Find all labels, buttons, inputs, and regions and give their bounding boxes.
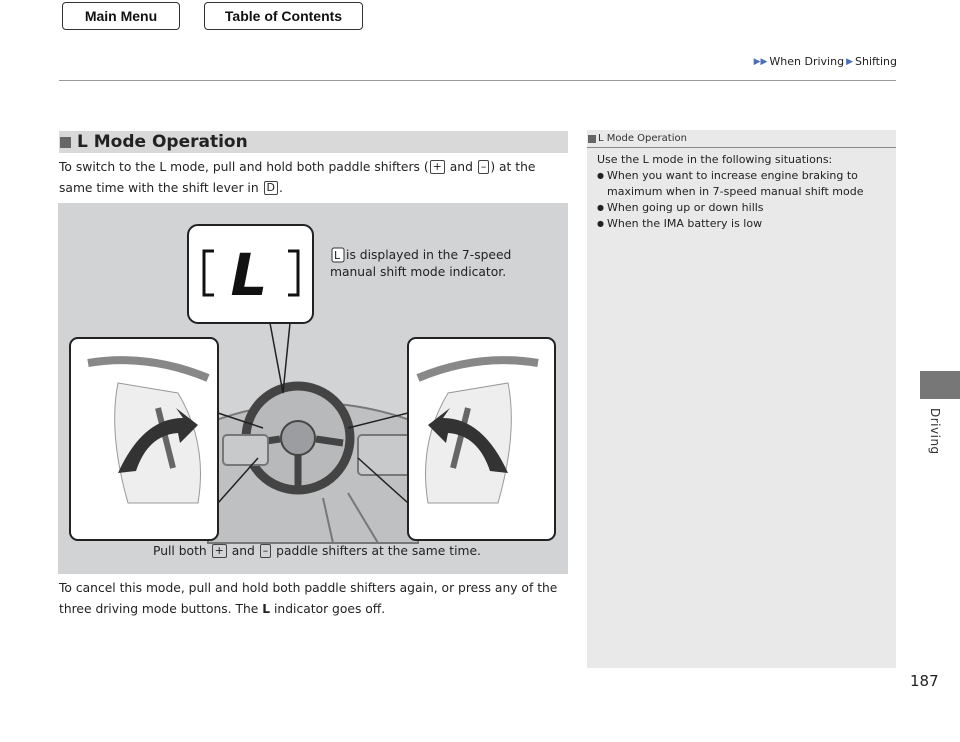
illustration-caption bbox=[153, 544, 481, 558]
callout-description bbox=[330, 247, 550, 280]
minus-paddle-key-icon: – bbox=[478, 160, 490, 174]
instruction-paragraph bbox=[59, 157, 569, 199]
para1-text-after: ) at the same time with the shift lever in bbox=[59, 160, 536, 195]
list-item: ● When the IMA battery is low bbox=[597, 216, 887, 232]
callout-l-key-icon: L bbox=[334, 249, 341, 262]
breadcrumb-arrow-icon: ▶ bbox=[846, 56, 853, 67]
breadcrumb-when-driving[interactable]: When Driving bbox=[769, 55, 845, 68]
cancel-paragraph bbox=[59, 578, 569, 620]
drive-position-key-icon: D bbox=[264, 181, 278, 195]
note-list bbox=[597, 168, 887, 232]
caption-text: Pull both bbox=[153, 544, 211, 558]
para2-text-after: indicator goes off. bbox=[270, 602, 386, 616]
paddle-shifter-illustration bbox=[58, 203, 568, 574]
heading-square-icon bbox=[60, 137, 71, 148]
table-of-contents-button[interactable]: Table of Contents bbox=[204, 2, 363, 30]
note-body bbox=[597, 152, 887, 232]
breadcrumb-shifting[interactable]: Shifting bbox=[854, 55, 897, 68]
plus-paddle-key-icon: + bbox=[212, 544, 227, 558]
header-divider bbox=[59, 80, 896, 81]
chapter-label: Driving bbox=[928, 408, 942, 455]
breadcrumb bbox=[754, 55, 897, 68]
main-menu-button[interactable]: Main Menu bbox=[62, 2, 180, 30]
list-item: ● When you want to increase engine braking to maximum when in 7-speed manual shift mode bbox=[597, 168, 887, 200]
list-item: ● When going up or down hills bbox=[597, 200, 887, 216]
caption-and: and bbox=[227, 544, 259, 558]
note-title: L Mode Operation bbox=[598, 132, 687, 144]
breadcrumb-arrow-icon: ▶▶ bbox=[753, 56, 768, 67]
note-intro: Use the L mode in the following situations: bbox=[597, 153, 833, 166]
para1-text: To switch to the L mode, pull and hold both paddle shifters ( bbox=[59, 160, 429, 174]
svg-text:L: L bbox=[230, 241, 268, 309]
para1-end: . bbox=[279, 181, 283, 195]
section-heading bbox=[59, 131, 568, 153]
chapter-tab-marker bbox=[920, 371, 960, 399]
side-note-panel bbox=[587, 130, 896, 668]
plus-paddle-key-icon: + bbox=[430, 160, 445, 174]
para1-and: and bbox=[445, 160, 477, 174]
callout-line-2: manual shift mode indicator. bbox=[330, 265, 507, 279]
page-number: 187 bbox=[910, 672, 939, 690]
note-heading bbox=[587, 130, 896, 148]
section-title: L Mode Operation bbox=[77, 132, 248, 152]
caption-text-after: paddle shifters at the same time. bbox=[272, 544, 481, 558]
callout-line-1: is displayed in the 7-speed bbox=[342, 248, 512, 262]
minus-paddle-key-icon: – bbox=[260, 544, 272, 558]
note-marker-icon bbox=[588, 135, 596, 143]
para2-text: To cancel this mode, pull and hold both paddle shifters again, or press any of the three driving mode buttons. The bbox=[59, 581, 558, 616]
para2-bold-l: L bbox=[262, 602, 271, 616]
